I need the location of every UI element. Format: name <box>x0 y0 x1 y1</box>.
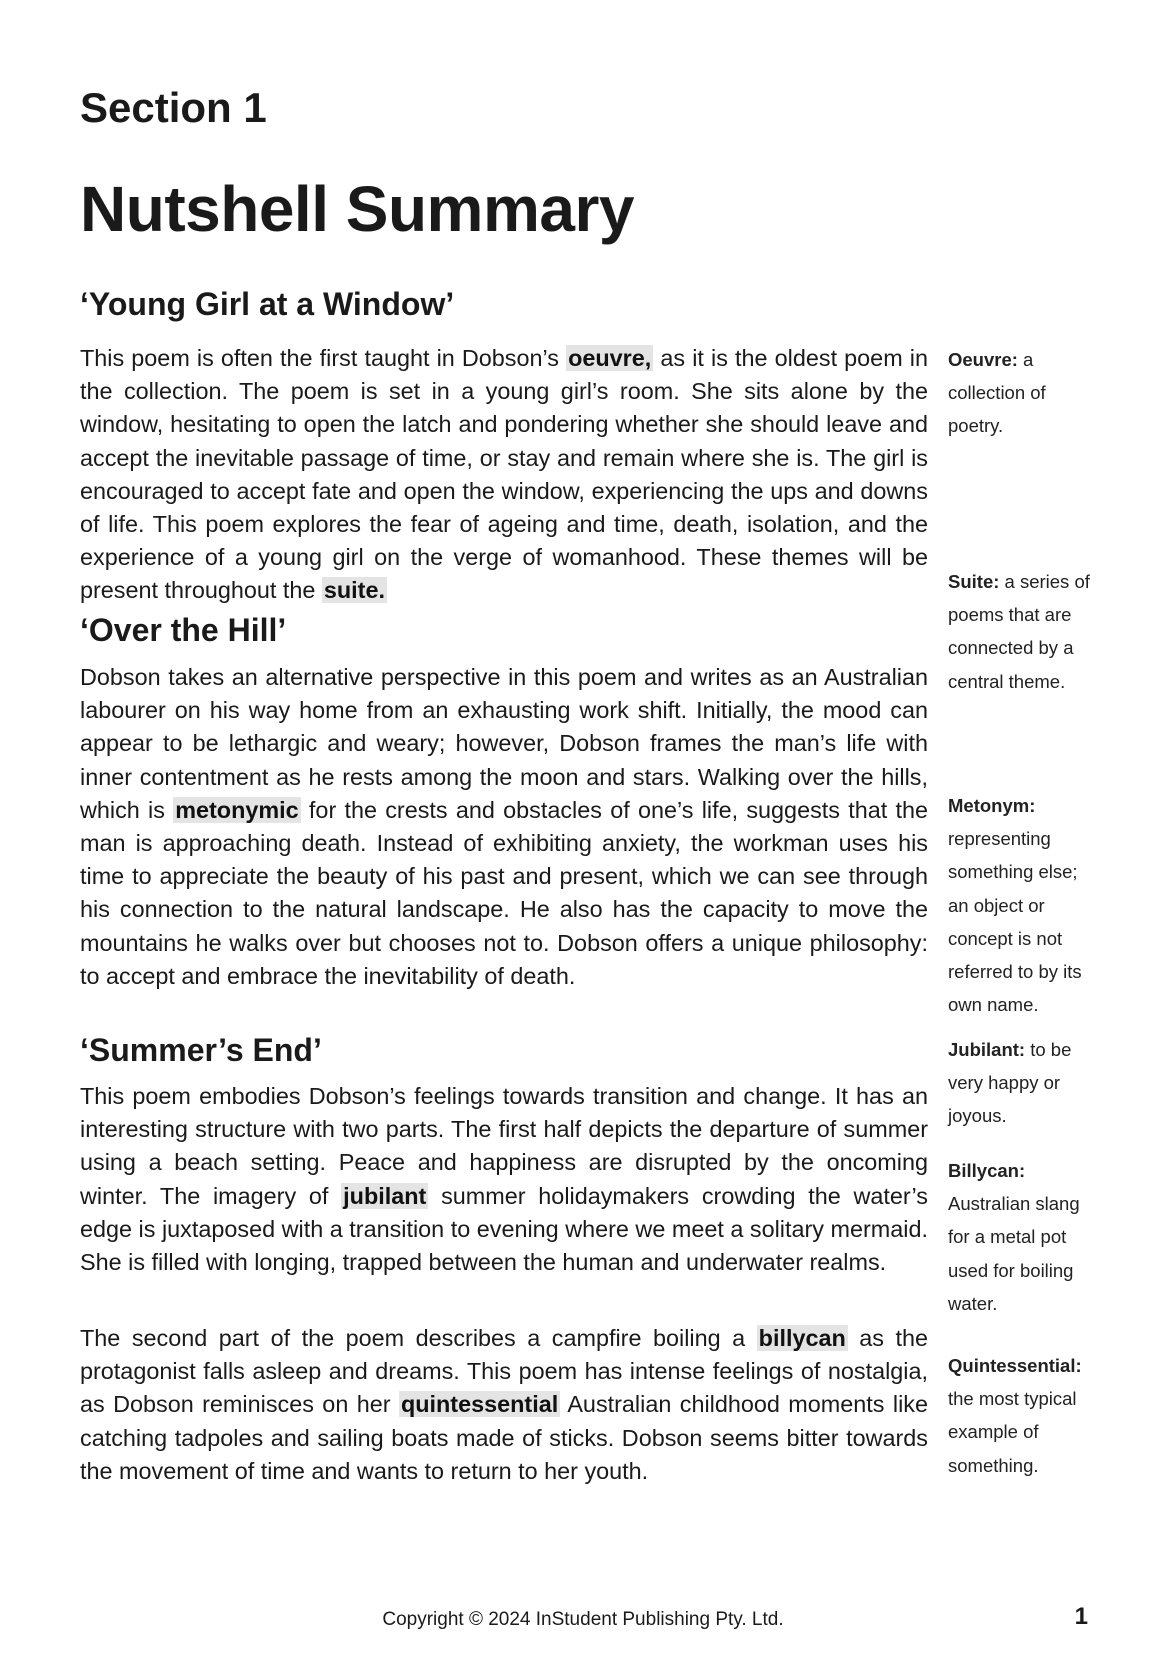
highlighted-term-billycan: billycan <box>758 1325 846 1351</box>
copyright-footer: Copyright © 2024 InStudent Publishing Pty. Ltd. <box>382 1609 784 1630</box>
section-heading-young-girl: ‘Young Girl at a Window’ <box>80 286 455 322</box>
paragraph-summers-end-1: This poem embodies Dobson’s feelings towards transition and change. It has an interesting structure with two parts. The first half depicts the departure of summer using a beach setting. Peace and happiness are disrupted by the oncoming winter. The imagery of jubilant summer holidaymakers crowding the water’s edge is juxtaposed with a transition to evening where we meet a solitary mermaid. She is filled with longing, trapped between the human and underwater realms. <box>80 1083 928 1276</box>
section-heading-over-the-hill: ‘Over the Hill’ <box>80 612 287 648</box>
highlighted-term-suite: suite. <box>323 577 385 604</box>
highlighted-term-metonymic: metonymic <box>175 796 299 823</box>
section-label: Section 1 <box>80 84 267 131</box>
glossary-note-metonym: Metonym: representing something else; an object or concept is not referred to by its own name. <box>948 795 1082 1016</box>
highlighted-term-oeuvre: oeuvre, <box>568 345 652 371</box>
glossary-note-jubilant: Jubilant: to be very happy or joyous. <box>948 1039 1072 1127</box>
highlighted-term-jubilant: jubilant <box>343 1182 427 1209</box>
page-title: Nutshell Summary <box>80 173 634 245</box>
paragraph-young-girl: This poem is often the first taught in Dobson’s oeuvre, as it is the oldest poem in the collection. The poem is set in a young girl’s room. She sits alone by the window, hesitating to open the latch and pondering whether she should leave and accept the inevitable passage of time, or stay and remain where she is. The girl is encouraged to accept fate and open the window, experiencing the ups and downs of life. This poem explores the fear of ageing and time, death, isolation, and the experience of a young girl on the verge of womanhood. These themes will be present throughout the suite. <box>80 345 928 604</box>
glossary-note-quintessential: Quintessential: the most typical example of something. <box>948 1355 1082 1476</box>
glossary-note-suite: Suite: a series of poems that are connected by a central theme. <box>948 571 1090 692</box>
paragraph-over-the-hill: Dobson takes an alternative perspective in this poem and writes as an Australian labourer on his way home from an exhausting work shift. Initially, the mood can appear to be lethargic and weary; however, Dobson frames the man’s life with inner contentment as he rests among the moon and stars. Walking over the hills, which is metonymic for the crests and obstacles of one’s life, suggests that the man is approaching death. Instead of exhibiting anxiety, the workman uses his time to appreciate the beauty of his past and present, which we can see through his connection to the natural landscape. He also has the capacity to move the mountains he walks over but chooses not to. Dobson offers a unique philosophy: to accept and embrace the inevitability of death. <box>80 664 928 989</box>
glossary-note-oeuvre: Oeuvre: a collection of poetry. <box>948 349 1046 437</box>
page-number: 1 <box>1074 1603 1088 1630</box>
glossary-note-billycan: Billycan: Australian slang for a metal pot used for boiling water. <box>948 1160 1080 1314</box>
section-heading-summers-end: ‘Summer’s End’ <box>80 1032 322 1068</box>
highlighted-term-quintessential: quintessential <box>400 1391 559 1418</box>
paragraph-summers-end-2: The second part of the poem describes a campfire boiling a billycan as the protagonist falls asleep and dreams. This poem has intense feelings of nostalgia, as Dobson reminisces on her quintessential Australian childhood moments like catching tadpoles and sailing boats made of sticks. Dobson seems bitter towards the movement of time and wants to return to her youth. <box>80 1325 929 1484</box>
